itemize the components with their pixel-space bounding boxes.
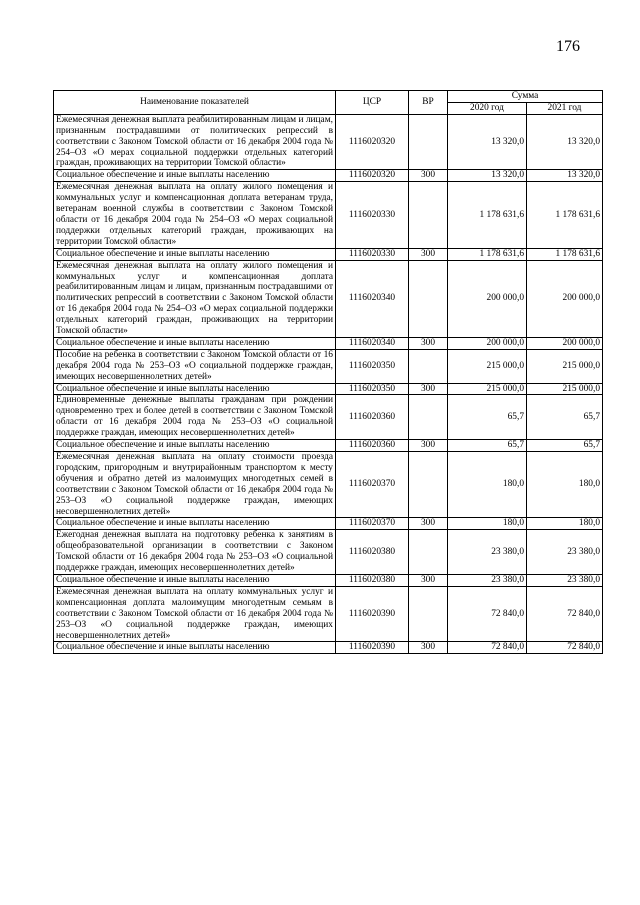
- row-name: Социальное обеспечение и иные выплаты населению: [54, 383, 336, 395]
- table-row: [54, 530, 603, 575]
- table-row: [54, 440, 603, 452]
- row-vr: 300: [409, 440, 448, 452]
- row-name: Социальное обеспечение и иные выплаты населению: [54, 440, 336, 452]
- row-vr: [409, 114, 448, 170]
- row-sum-2020: 72 840,0: [448, 642, 527, 654]
- row-sum-2021: 65,7: [527, 395, 603, 440]
- row-sum-2021: 65,7: [527, 440, 603, 452]
- row-vr: 300: [409, 170, 448, 182]
- row-sum-2021: 72 840,0: [527, 586, 603, 642]
- row-csr: 1116020390: [336, 642, 409, 654]
- row-name: Ежемесячная денежная выплата на оплату жилого помещения и коммунальных услуг и компенсационная доплата ветеранам труда, ветеранам военной службы в соответствии с Законом Томской области от 16 декабря 2004 года № 254–ОЗ «О мерах социальной поддержки отдельных категорий граждан, проживающих на территории Томской области»: [54, 182, 336, 248]
- row-sum-2021: 72 840,0: [527, 642, 603, 654]
- row-csr: 1116020380: [336, 530, 409, 575]
- row-csr: 1116020330: [336, 248, 409, 260]
- row-sum-2020: 200 000,0: [448, 337, 527, 349]
- table-row: [54, 114, 603, 170]
- row-sum-2021: 200 000,0: [527, 260, 603, 337]
- row-vr: 300: [409, 574, 448, 586]
- table-row: [54, 574, 603, 586]
- row-sum-2020: 65,7: [448, 440, 527, 452]
- table-row: [54, 383, 603, 395]
- budget-table: [53, 90, 603, 654]
- row-vr: [409, 395, 448, 440]
- table-row: [54, 642, 603, 654]
- row-sum-2020: 215 000,0: [448, 349, 527, 383]
- row-sum-2021: 23 380,0: [527, 574, 603, 586]
- row-csr: 1116020330: [336, 182, 409, 248]
- row-csr: 1116020380: [336, 574, 409, 586]
- table-row: [54, 182, 603, 248]
- row-vr: [409, 530, 448, 575]
- row-sum-2021: 13 320,0: [527, 114, 603, 170]
- row-vr: [409, 182, 448, 248]
- row-sum-2021: 200 000,0: [527, 337, 603, 349]
- table-row: [54, 248, 603, 260]
- row-csr: 1116020340: [336, 337, 409, 349]
- row-name: Социальное обеспечение и иные выплаты населению: [54, 248, 336, 260]
- row-sum-2021: 23 380,0: [527, 530, 603, 575]
- row-name: Единовременные денежные выплаты гражданам при рождении одновременно трех и более детей в соответствии с Законом Томской области от 16 декабря 2004 года № 253–ОЗ «О социальной поддержке граждан, имеющих несовершеннолетних детей»: [54, 395, 336, 440]
- row-vr: 300: [409, 642, 448, 654]
- table-row: [54, 395, 603, 440]
- header-csr: ЦСР: [336, 91, 409, 115]
- row-sum-2021: 215 000,0: [527, 349, 603, 383]
- row-vr: [409, 586, 448, 642]
- row-name: Ежемесячная денежная выплата на оплату жилого помещения и коммунальных услуг и компенсационная доплата реабилитированным лицам и лицам, признанным пострадавшими от политических репрессий в соответствии с Законом Томской области от 16 декабря 2004 года № 254–ОЗ «О мерах социальной поддержки отдельных категорий граждан, проживающих на территории Томской области»: [54, 260, 336, 337]
- row-name: Социальное обеспечение и иные выплаты населению: [54, 170, 336, 182]
- row-sum-2020: 180,0: [448, 452, 527, 518]
- row-csr: 1116020340: [336, 260, 409, 337]
- row-sum-2021: 215 000,0: [527, 383, 603, 395]
- row-csr: 1116020390: [336, 586, 409, 642]
- table-row: [54, 452, 603, 518]
- row-sum-2020: 13 320,0: [448, 170, 527, 182]
- row-sum-2020: 23 380,0: [448, 530, 527, 575]
- table-row: [54, 518, 603, 530]
- row-sum-2020: 1 178 631,6: [448, 182, 527, 248]
- header-sum: Сумма: [448, 91, 603, 103]
- row-sum-2020: 72 840,0: [448, 586, 527, 642]
- row-name: Социальное обеспечение и иные выплаты населению: [54, 642, 336, 654]
- row-sum-2020: 215 000,0: [448, 383, 527, 395]
- row-csr: 1116020350: [336, 349, 409, 383]
- row-sum-2021: 180,0: [527, 518, 603, 530]
- table-row: [54, 586, 603, 642]
- table-row: [54, 337, 603, 349]
- row-csr: 1116020350: [336, 383, 409, 395]
- row-csr: 1116020360: [336, 440, 409, 452]
- header-year-2021: 2021 год: [527, 102, 603, 114]
- row-vr: 300: [409, 337, 448, 349]
- header-row: [54, 91, 603, 103]
- row-name: Пособие на ребенка в соответствии с Законом Томской области от 16 декабря 2004 года № 253–ОЗ «О социальной поддержке граждан, имеющих несовершеннолетних детей»: [54, 349, 336, 383]
- row-vr: [409, 349, 448, 383]
- row-csr: 1116020360: [336, 395, 409, 440]
- row-sum-2021: 1 178 631,6: [527, 182, 603, 248]
- table-row: [54, 170, 603, 182]
- page-number: 176: [556, 38, 580, 55]
- row-vr: [409, 452, 448, 518]
- row-name: Ежемесячная денежная выплата на оплату стоимости проезда городским, пригородным и внутрирайонным транспортом к месту обучения и обратно детей из малоимущих многодетных семей в соответствии с Законом Томской области от 16 декабря 2004 года № 253–ОЗ «О социальной поддержке граждан, имеющих несовершеннолетних детей»: [54, 452, 336, 518]
- row-sum-2020: 180,0: [448, 518, 527, 530]
- row-sum-2020: 65,7: [448, 395, 527, 440]
- row-csr: 1116020370: [336, 452, 409, 518]
- table-row: [54, 349, 603, 383]
- row-vr: [409, 260, 448, 337]
- header-vr: ВР: [409, 91, 448, 115]
- row-vr: 300: [409, 518, 448, 530]
- row-vr: 300: [409, 248, 448, 260]
- row-sum-2021: 1 178 631,6: [527, 248, 603, 260]
- row-csr: 1116020320: [336, 114, 409, 170]
- row-name: Социальное обеспечение и иные выплаты населению: [54, 337, 336, 349]
- row-name: Ежегодная денежная выплата на подготовку ребенка к занятиям в общеобразовательной организации в соответствии с Законом Томской области от 16 декабря 2004 года № 253–ОЗ «О социальной поддержке граждан, имеющих несовершеннолетних детей»: [54, 530, 336, 575]
- row-vr: 300: [409, 383, 448, 395]
- row-sum-2021: 180,0: [527, 452, 603, 518]
- row-name: Социальное обеспечение и иные выплаты населению: [54, 574, 336, 586]
- row-sum-2020: 23 380,0: [448, 574, 527, 586]
- row-sum-2021: 13 320,0: [527, 170, 603, 182]
- row-name: Социальное обеспечение и иные выплаты населению: [54, 518, 336, 530]
- row-csr: 1116020320: [336, 170, 409, 182]
- header-year-2020: 2020 год: [448, 102, 527, 114]
- header-name: Наименование показателей: [54, 91, 336, 115]
- row-csr: 1116020370: [336, 518, 409, 530]
- table-row: [54, 260, 603, 337]
- row-name: Ежемесячная денежная выплата на оплату коммунальных услуг и компенсационная доплата малоимущим многодетным семьям в соответствии с Законом Томской области от 16 декабря 2004 года № 253–ОЗ «О социальной поддержке граждан, имеющих несовершеннолетних детей»: [54, 586, 336, 642]
- row-sum-2020: 200 000,0: [448, 260, 527, 337]
- row-sum-2020: 1 178 631,6: [448, 248, 527, 260]
- row-sum-2020: 13 320,0: [448, 114, 527, 170]
- row-name: Ежемесячная денежная выплата реабилитированным лицам и лицам, признанным пострадавшими от политических репрессий в соответствии с Законом Томской области от 16 декабря 2004 года № 254–ОЗ «О мерах социальной поддержки отдельных категорий граждан, проживающих на территории Томской области»: [54, 114, 336, 170]
